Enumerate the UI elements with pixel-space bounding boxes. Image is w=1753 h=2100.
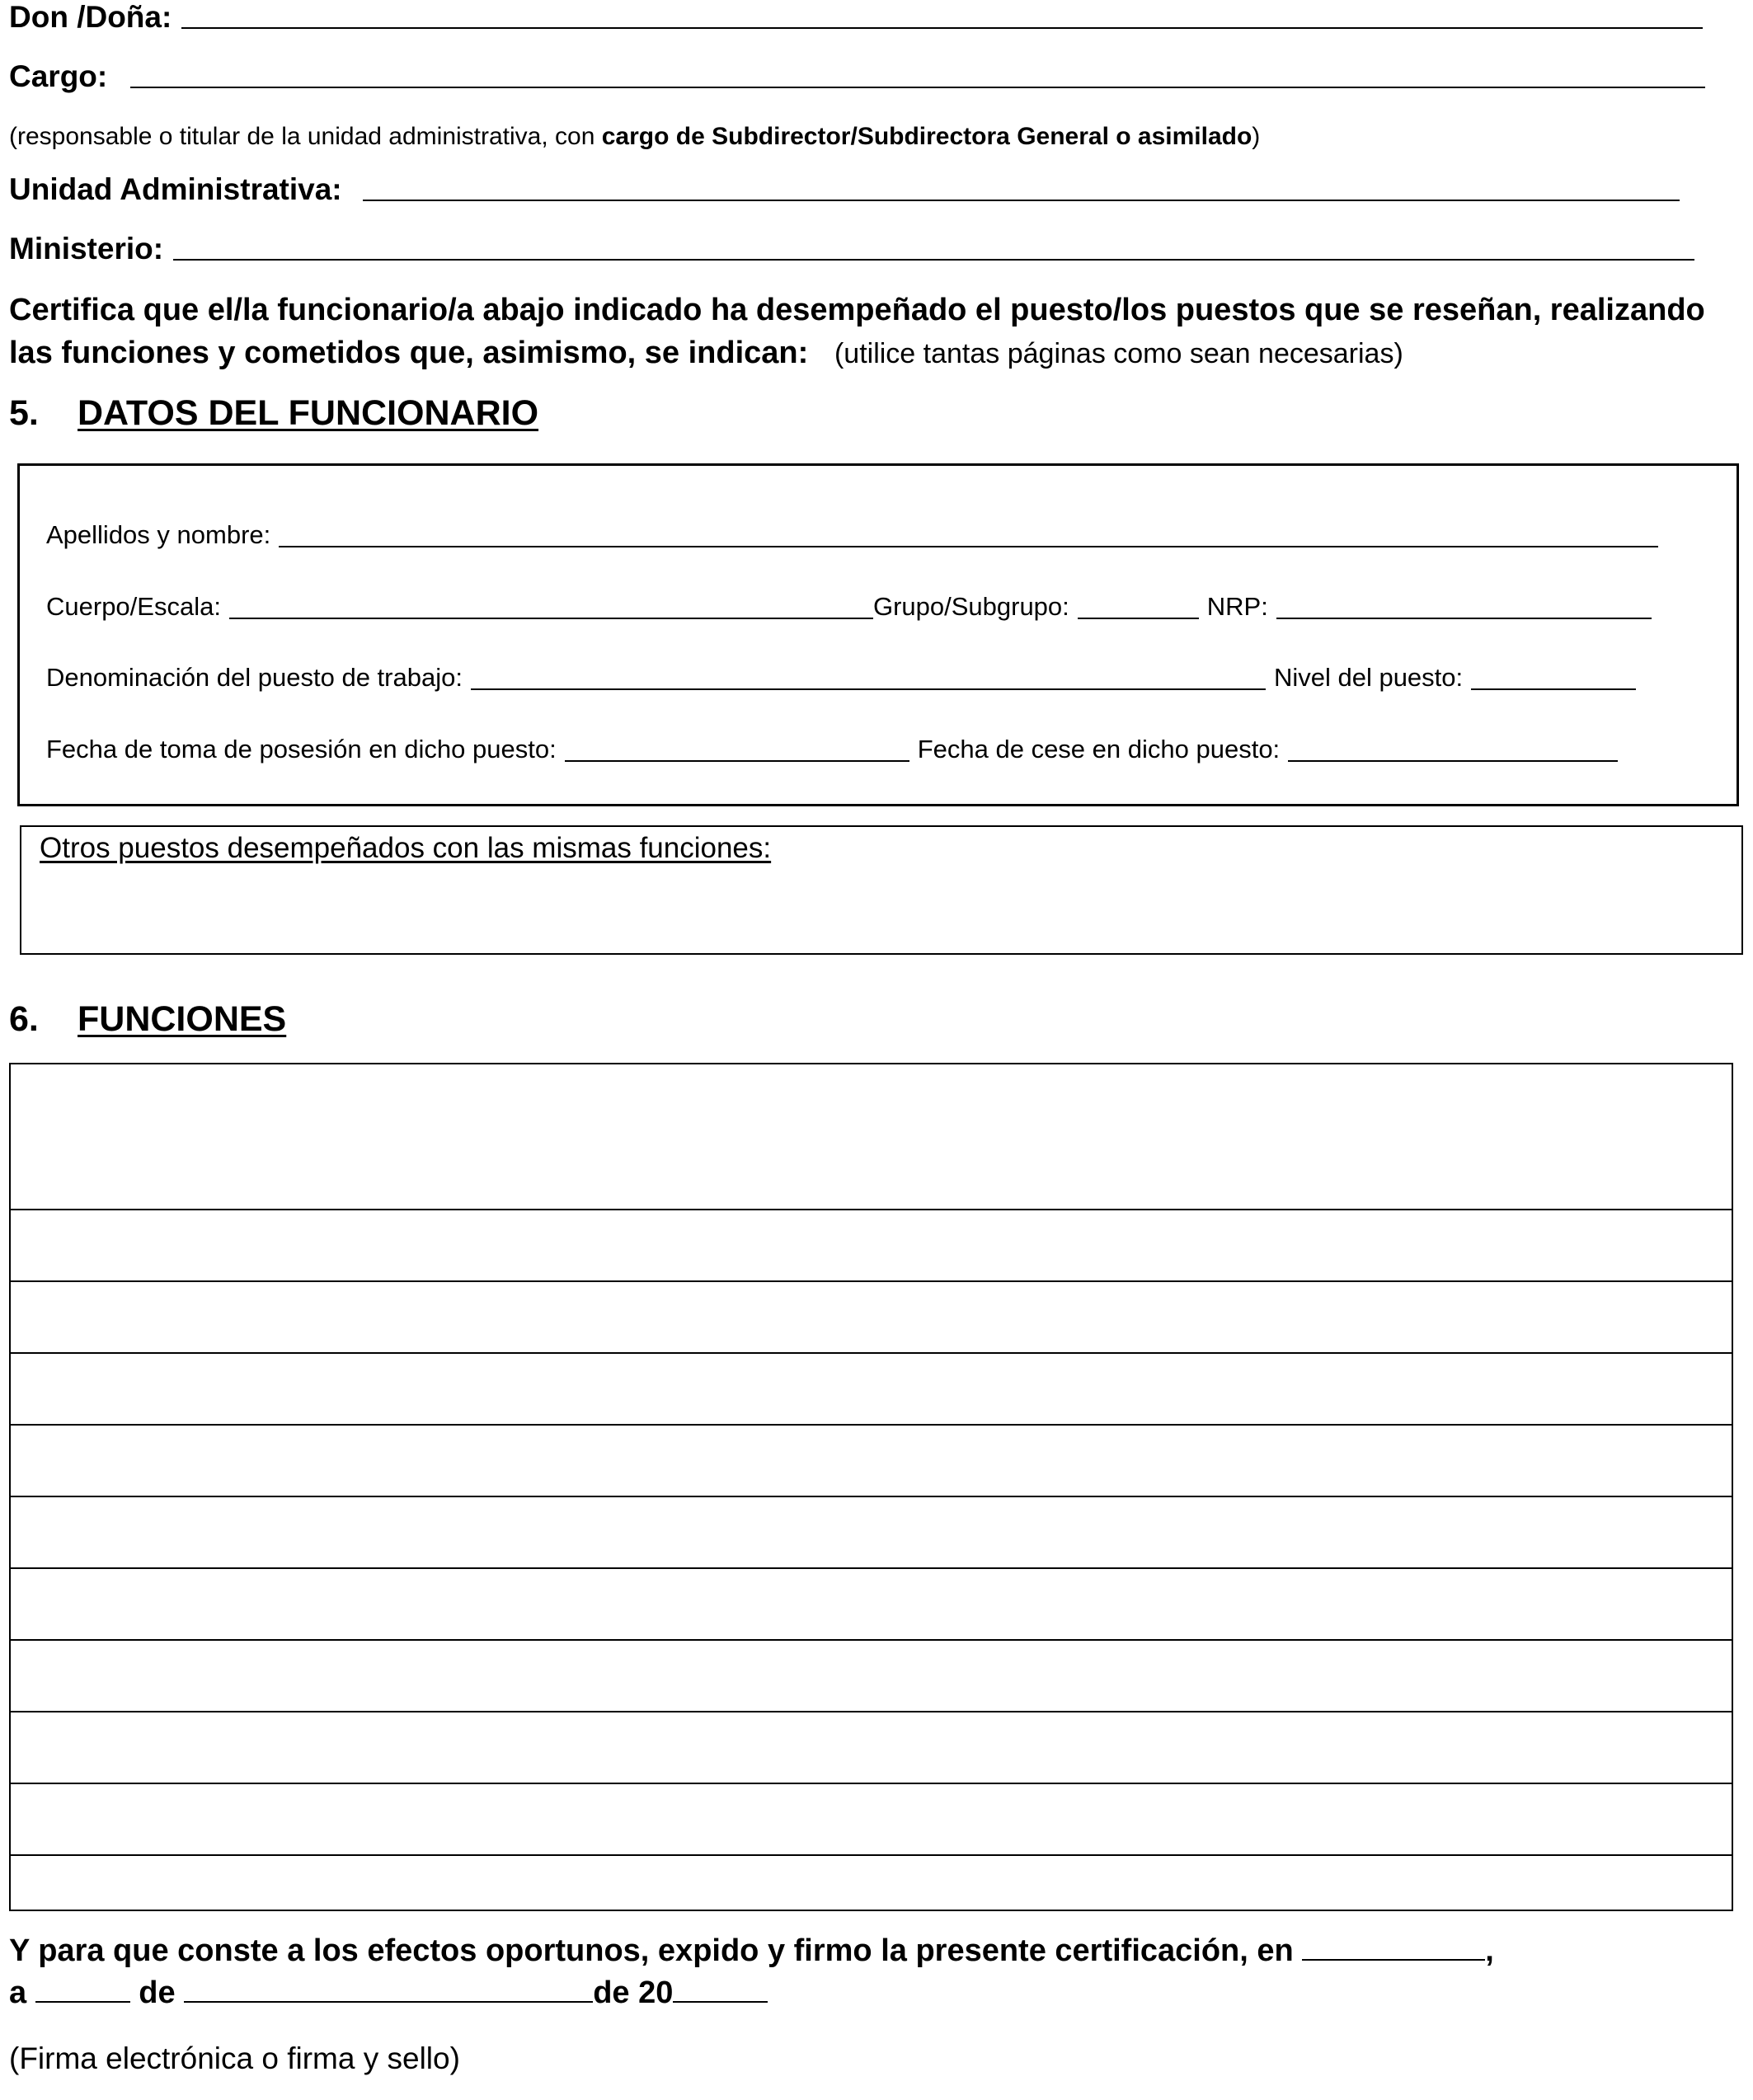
nrp-label: NRP: [1206,592,1268,621]
toma-field[interactable] [565,760,909,762]
don-field[interactable] [181,27,1703,29]
funciones-row-divider [11,1496,1732,1497]
cargo-note: (responsable o titular de la unidad administrativa, con cargo de Subdirector/Subdirectora General o asimilado) [9,123,1261,150]
section6-heading: 6. FUNCIONES [9,999,287,1039]
don-row [9,2,1703,32]
apellidos-label: Apellidos y nombre: [46,520,271,549]
dia-field[interactable] [35,1973,130,2003]
cuerpo-label: Cuerpo/Escala: [46,592,221,621]
firma-label: (Firma electrónica o firma y sello) [9,2041,460,2075]
lugar-field[interactable] [1302,1931,1485,1961]
ministerio-label: Ministerio: [9,232,164,265]
cuerpo-row [46,592,1652,622]
grupo-field[interactable] [1078,618,1199,619]
certifica-hint: (utilice tantas páginas como sean necesarias) [834,338,1403,369]
denominacion-row [46,663,1636,693]
otros-puestos-box[interactable] [20,825,1743,955]
certifica-text: Certifica que el/la funcionario/a abajo indicado ha desempeñado el puesto/los puestos que se reseñan, realizando las funciones y cometidos que, asimismo, se indican: (utilice tantas páginas como sean necesarias) [9,293,1705,370]
don-label: Don /Doña: [9,0,172,34]
funciones-row-divider [11,1783,1732,1784]
cargo-label: Cargo: [9,59,108,93]
ministerio-row [9,233,1694,264]
funciones-row-divider [11,1209,1732,1210]
closing-line1: Y para que conste a los efectos oportunos, expido y firmo la presente certificación, en , [9,1930,1494,1972]
section5-heading: 5. DATOS DEL FUNCIONARIO [9,393,539,433]
section6-title: FUNCIONES [78,999,287,1039]
funciones-row-divider [11,1424,1732,1426]
nrp-field[interactable] [1276,618,1652,619]
funcionario-box [17,463,1739,806]
closing-line2: a de de 20 [9,1972,768,2014]
mes-field[interactable] [184,1973,593,2003]
unidad-label: Unidad Administrativa: [9,172,342,206]
denominacion-field[interactable] [471,688,1266,690]
unidad-row [9,174,1680,204]
apellidos-field[interactable] [279,546,1658,547]
ministerio-field[interactable] [173,259,1694,261]
cese-field[interactable] [1288,760,1618,762]
funciones-row-divider [11,1711,1732,1712]
cargo-field[interactable] [130,87,1705,88]
denominacion-label: Denominación del puesto de trabajo: [46,663,463,692]
section5-title: DATOS DEL FUNCIONARIO [78,393,539,433]
fechas-row [46,735,1618,764]
funciones-row-divider [11,1280,1732,1282]
funciones-table [9,1063,1733,1911]
cuerpo-field[interactable] [229,618,873,619]
unidad-field[interactable] [363,200,1680,201]
apellidos-row [46,520,1658,550]
cargo-row [9,61,1705,92]
nivel-field[interactable] [1471,688,1636,690]
anio-field[interactable] [673,1973,768,2003]
funciones-row-divider [11,1352,1732,1354]
funciones-row-divider [11,1854,1732,1856]
funciones-row-divider [11,1567,1732,1569]
nivel-label: Nivel del puesto: [1273,663,1464,692]
cese-label: Fecha de cese en dicho puesto: [917,735,1281,763]
otros-puestos-label: Otros puestos desempeñados con las mismas funciones: [40,832,772,864]
grupo-label: Grupo/Subgrupo: [872,592,1069,621]
toma-label: Fecha de toma de posesión en dicho puesto: [46,735,557,763]
funciones-row-divider [11,1639,1732,1641]
